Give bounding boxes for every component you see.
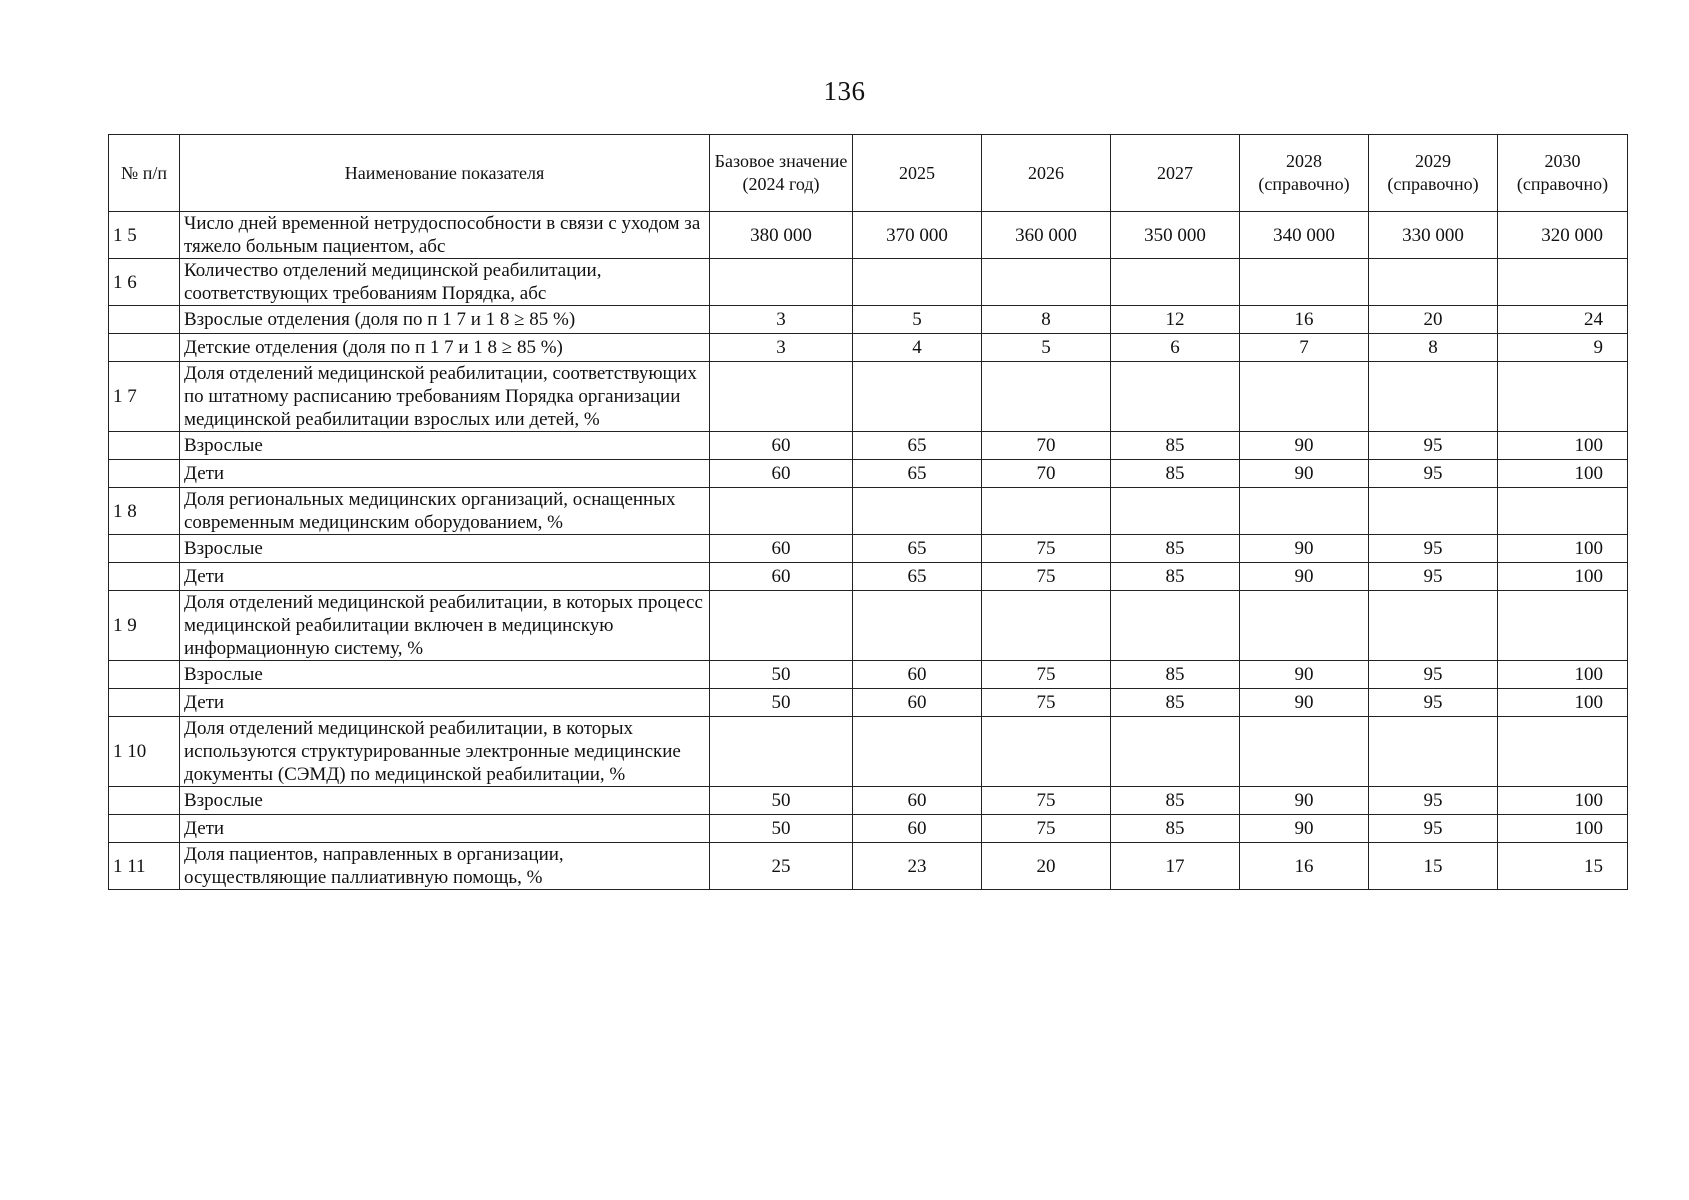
value-2027: 85 [1111, 661, 1240, 689]
value-2030: 320 000 [1498, 212, 1628, 259]
indicator-name: Доля региональных медицинских организаций, оснащенных современным медицинским оборудованием, % [180, 488, 710, 535]
table-row [109, 460, 1628, 488]
value-2028 [1240, 362, 1369, 432]
table-row [109, 488, 1628, 535]
value-2030: 100 [1498, 661, 1628, 689]
row-number: 1 5 [109, 212, 180, 259]
row-number [109, 334, 180, 362]
table-row [109, 212, 1628, 259]
value-2030: 100 [1498, 432, 1628, 460]
value-base-value: 60 [710, 460, 853, 488]
value-base-value: 50 [710, 787, 853, 815]
value-2027: 6 [1111, 334, 1240, 362]
value-2025: 23 [853, 843, 982, 890]
header-base-value: Базовое значение (2024 год) [710, 135, 853, 212]
value-2028 [1240, 591, 1369, 661]
value-2029: 330 000 [1369, 212, 1498, 259]
value-2025: 60 [853, 689, 982, 717]
value-2025: 60 [853, 787, 982, 815]
value-2030 [1498, 717, 1628, 787]
table-row [109, 591, 1628, 661]
value-2028: 90 [1240, 661, 1369, 689]
row-number: 1 9 [109, 591, 180, 661]
value-2029: 95 [1369, 661, 1498, 689]
value-2027 [1111, 717, 1240, 787]
value-base-value [710, 591, 853, 661]
value-2026: 8 [982, 306, 1111, 334]
value-2027: 17 [1111, 843, 1240, 890]
value-2025: 370 000 [853, 212, 982, 259]
value-2027: 85 [1111, 460, 1240, 488]
value-2027: 12 [1111, 306, 1240, 334]
table-row [109, 689, 1628, 717]
table-body [109, 212, 1628, 890]
value-2026: 70 [982, 460, 1111, 488]
table-row [109, 563, 1628, 591]
value-2027: 85 [1111, 815, 1240, 843]
indicators-table [108, 134, 1628, 890]
value-2029: 95 [1369, 689, 1498, 717]
indicator-name: Доля отделений медицинской реабилитации, в которых процесс медицинской реабилитации включен в медицинскую информационную систему, % [180, 591, 710, 661]
value-2028: 16 [1240, 306, 1369, 334]
value-2029 [1369, 488, 1498, 535]
value-2030 [1498, 362, 1628, 432]
value-2028: 90 [1240, 787, 1369, 815]
value-2028: 90 [1240, 563, 1369, 591]
row-number [109, 689, 180, 717]
value-base-value: 25 [710, 843, 853, 890]
header-2028: 2028 (справочно) [1240, 135, 1369, 212]
value-2026: 70 [982, 432, 1111, 460]
indicator-name: Число дней временной нетрудоспособности в связи с уходом за тяжело больным пациентом, абс [180, 212, 710, 259]
row-number [109, 306, 180, 334]
value-2028 [1240, 488, 1369, 535]
value-2027: 85 [1111, 432, 1240, 460]
value-2027 [1111, 488, 1240, 535]
row-number [109, 460, 180, 488]
row-number [109, 815, 180, 843]
value-2028: 340 000 [1240, 212, 1369, 259]
value-2029: 95 [1369, 535, 1498, 563]
value-2030: 100 [1498, 787, 1628, 815]
value-2026 [982, 362, 1111, 432]
value-2029: 95 [1369, 563, 1498, 591]
row-number [109, 661, 180, 689]
value-2029: 95 [1369, 815, 1498, 843]
value-2026: 360 000 [982, 212, 1111, 259]
indicator-name: Дети [180, 689, 710, 717]
value-2029: 95 [1369, 432, 1498, 460]
table-header [109, 135, 1628, 212]
value-2030: 100 [1498, 460, 1628, 488]
header-row [109, 135, 1628, 212]
value-2025: 65 [853, 563, 982, 591]
value-2025: 65 [853, 432, 982, 460]
value-base-value: 50 [710, 689, 853, 717]
value-base-value: 60 [710, 535, 853, 563]
value-2027: 85 [1111, 787, 1240, 815]
value-2027 [1111, 259, 1240, 306]
value-base-value: 60 [710, 432, 853, 460]
value-2025: 65 [853, 460, 982, 488]
value-2026: 75 [982, 787, 1111, 815]
value-2029: 8 [1369, 334, 1498, 362]
value-2028: 7 [1240, 334, 1369, 362]
value-2028: 90 [1240, 460, 1369, 488]
value-2025 [853, 259, 982, 306]
row-number: 1 11 [109, 843, 180, 890]
value-2026 [982, 259, 1111, 306]
indicator-name: Доля отделений медицинской реабилитации, соответствующих по штатному расписанию требованиям Порядка организации медицинской реабилитации взрослых или детей, % [180, 362, 710, 432]
indicator-name: Количество отделений медицинской реабилитации, соответствующих требованиям Порядка, абс [180, 259, 710, 306]
value-base-value: 50 [710, 661, 853, 689]
value-2026: 75 [982, 535, 1111, 563]
table-row [109, 815, 1628, 843]
value-2028: 16 [1240, 843, 1369, 890]
row-number: 1 6 [109, 259, 180, 306]
indicator-name: Детские отделения (доля по п 1 7 и 1 8 ≥ 85 %) [180, 334, 710, 362]
value-2029 [1369, 362, 1498, 432]
table-row [109, 362, 1628, 432]
value-base-value: 3 [710, 306, 853, 334]
value-2025 [853, 488, 982, 535]
table-row [109, 306, 1628, 334]
value-2027 [1111, 591, 1240, 661]
row-number [109, 535, 180, 563]
indicator-name: Дети [180, 563, 710, 591]
header-2029: 2029 (справочно) [1369, 135, 1498, 212]
value-2028 [1240, 717, 1369, 787]
value-2030: 100 [1498, 689, 1628, 717]
row-number: 1 8 [109, 488, 180, 535]
value-2025 [853, 591, 982, 661]
value-2026: 75 [982, 563, 1111, 591]
table-row [109, 843, 1628, 890]
row-number [109, 563, 180, 591]
indicator-name: Доля пациентов, направленных в организации, осуществляющие паллиативную помощь, % [180, 843, 710, 890]
indicator-name: Взрослые [180, 432, 710, 460]
table-row [109, 535, 1628, 563]
table-row [109, 717, 1628, 787]
value-2027: 85 [1111, 689, 1240, 717]
value-2027: 85 [1111, 535, 1240, 563]
value-2029: 15 [1369, 843, 1498, 890]
page-number: 136 [823, 76, 866, 106]
value-base-value: 60 [710, 563, 853, 591]
value-2030: 9 [1498, 334, 1628, 362]
value-2026: 75 [982, 815, 1111, 843]
value-2029 [1369, 717, 1498, 787]
value-2030: 15 [1498, 843, 1628, 890]
value-2030: 100 [1498, 535, 1628, 563]
header-2026: 2026 [982, 135, 1111, 212]
header-2027: 2027 [1111, 135, 1240, 212]
value-2029: 95 [1369, 787, 1498, 815]
table-row [109, 432, 1628, 460]
value-2026: 75 [982, 689, 1111, 717]
value-2025 [853, 717, 982, 787]
value-2025: 5 [853, 306, 982, 334]
value-2029 [1369, 259, 1498, 306]
value-2027: 85 [1111, 563, 1240, 591]
indicator-name: Дети [180, 815, 710, 843]
value-2025: 60 [853, 815, 982, 843]
value-2026: 75 [982, 661, 1111, 689]
value-2030: 24 [1498, 306, 1628, 334]
indicator-name: Взрослые отделения (доля по п 1 7 и 1 8 ≥ 85 %) [180, 306, 710, 334]
value-2027 [1111, 362, 1240, 432]
value-2030 [1498, 259, 1628, 306]
header-2025: 2025 [853, 135, 982, 212]
value-base-value [710, 717, 853, 787]
row-number: 1 7 [109, 362, 180, 432]
value-2025: 65 [853, 535, 982, 563]
value-2028 [1240, 259, 1369, 306]
table-row [109, 259, 1628, 306]
table-row [109, 334, 1628, 362]
table-row [109, 661, 1628, 689]
value-2026 [982, 717, 1111, 787]
value-2026: 20 [982, 843, 1111, 890]
header-name: Наименование показателя [180, 135, 710, 212]
value-2026: 5 [982, 334, 1111, 362]
value-base-value: 50 [710, 815, 853, 843]
value-2029: 20 [1369, 306, 1498, 334]
indicator-name: Взрослые [180, 787, 710, 815]
value-2028: 90 [1240, 432, 1369, 460]
value-base-value [710, 488, 853, 535]
indicator-name: Взрослые [180, 535, 710, 563]
value-2030: 100 [1498, 815, 1628, 843]
value-base-value [710, 259, 853, 306]
value-2028: 90 [1240, 815, 1369, 843]
indicator-name: Дети [180, 460, 710, 488]
value-2025 [853, 362, 982, 432]
value-base-value: 380 000 [710, 212, 853, 259]
value-2029 [1369, 591, 1498, 661]
value-2028: 90 [1240, 689, 1369, 717]
table-row [109, 787, 1628, 815]
value-2030 [1498, 488, 1628, 535]
header-num: № п/п [109, 135, 180, 212]
row-number: 1 10 [109, 717, 180, 787]
header-2030: 2030 (справочно) [1498, 135, 1628, 212]
indicator-name: Взрослые [180, 661, 710, 689]
value-2027: 350 000 [1111, 212, 1240, 259]
value-2028: 90 [1240, 535, 1369, 563]
value-base-value [710, 362, 853, 432]
value-2030 [1498, 591, 1628, 661]
row-number [109, 787, 180, 815]
value-2029: 95 [1369, 460, 1498, 488]
value-2025: 60 [853, 661, 982, 689]
value-2025: 4 [853, 334, 982, 362]
value-2026 [982, 591, 1111, 661]
row-number [109, 432, 180, 460]
value-base-value: 3 [710, 334, 853, 362]
indicator-name: Доля отделений медицинской реабилитации, в которых используются структурированные электронные медицинские документы (СЭМД) по медицинской реабилитации, % [180, 717, 710, 787]
value-2030: 100 [1498, 563, 1628, 591]
value-2026 [982, 488, 1111, 535]
